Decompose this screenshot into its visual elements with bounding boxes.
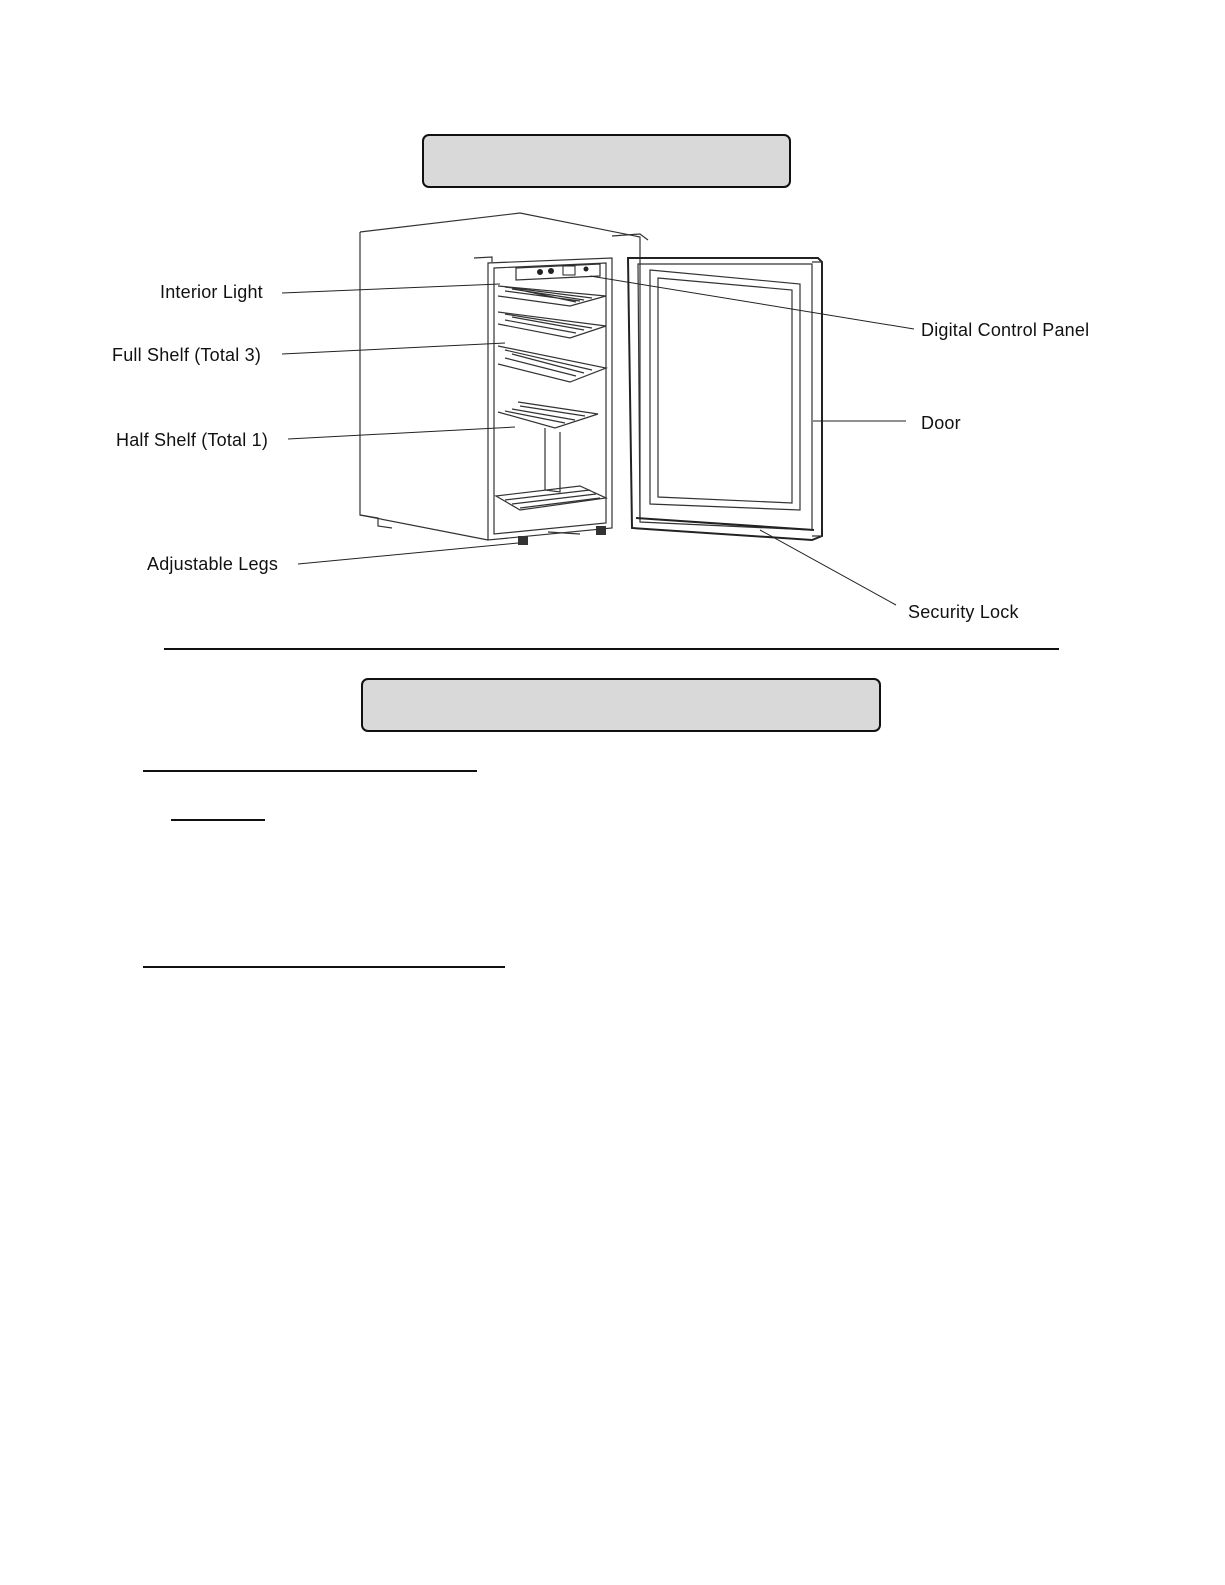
heading-underline-2 bbox=[143, 966, 505, 968]
refrigerator-illustration-icon bbox=[360, 213, 822, 545]
heading-underline-1 bbox=[143, 770, 477, 772]
subheading-underline bbox=[171, 819, 265, 821]
full-shelf-3 bbox=[498, 346, 606, 382]
digital-control-panel-label: Digital Control Panel bbox=[921, 320, 1090, 340]
half-shelf-label: Half Shelf (Total 1) bbox=[116, 430, 269, 450]
adjustable-legs-leader bbox=[298, 543, 518, 564]
adjustable-legs-label: Adjustable Legs bbox=[147, 554, 279, 574]
full-shelf-1 bbox=[498, 286, 606, 306]
door-label: Door bbox=[921, 413, 961, 433]
half-shelf bbox=[498, 402, 598, 428]
full-shelf-leader bbox=[282, 343, 505, 354]
second-title-box bbox=[361, 678, 881, 732]
section-divider bbox=[164, 648, 1059, 650]
full-shelf-label: Full Shelf (Total 3) bbox=[112, 345, 262, 365]
security-lock-label: Security Lock bbox=[908, 602, 1019, 622]
half-shelf-leader bbox=[288, 427, 515, 439]
full-shelf-2 bbox=[498, 312, 606, 338]
security-lock-leader bbox=[760, 530, 896, 605]
interior-light-label: Interior Light bbox=[160, 282, 263, 302]
interior-light-leader bbox=[282, 284, 500, 293]
